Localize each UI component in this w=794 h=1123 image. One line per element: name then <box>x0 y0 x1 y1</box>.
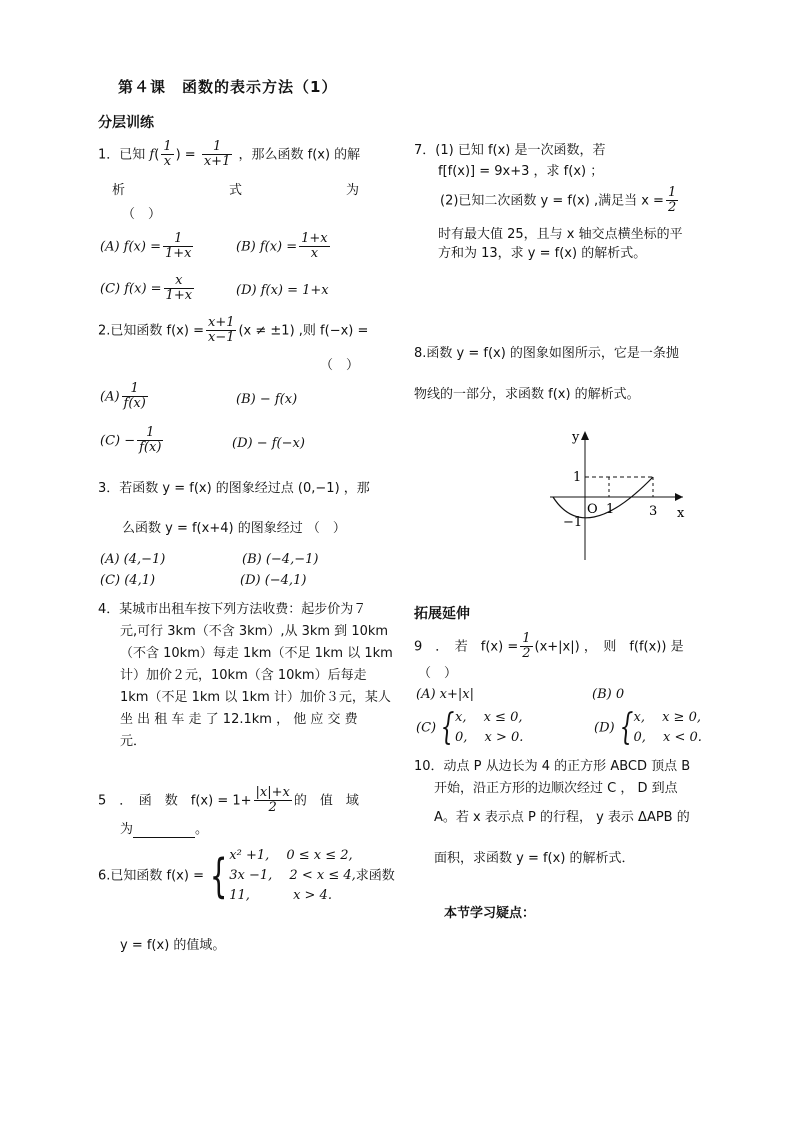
q10-line2: 开始，沿正方形的边顺次经过 C ， D 到点 <box>434 781 678 796</box>
q3-line2: 么函数 y = f(x+4) 的图象经过 （ ） <box>122 521 346 536</box>
q3-option-b: (B) (−4,−1) <box>242 552 319 567</box>
section-heading-practice: 分层训练 <box>98 115 154 131</box>
q1-rhs-fraction: $\frac{1}{x+1}$ <box>203 139 231 170</box>
y-axis-arrow-icon <box>581 431 589 440</box>
question-6: 6.已知函数 f(x) = { x² +1, 0 ≤ x ≤ 2, 3x −1, 2 < x ≤ 4, 11, x > 4. 求函数 <box>98 848 395 904</box>
parabola-graph <box>545 425 690 565</box>
q7-line2: f[f(x)] = 9x+3 ，求 f(x) ； <box>438 164 604 179</box>
origin-label: O <box>587 502 598 517</box>
q3-option-c: (C) (4,1) <box>100 573 156 588</box>
q9-option-c: (C) { x, x ≤ 0, 0, x > 0. <box>416 707 524 749</box>
question-5: 5 ． 函 数 f(x) = 1+ $\frac{|x|+x}{2}$ 的 值 域 <box>98 785 359 816</box>
q10-line3: A。若 x 表示点 P 的行程， y 表示 ΔAPB 的 <box>434 810 690 825</box>
tick-label-x3: 3 <box>649 504 658 519</box>
q5-answer-blank[interactable] <box>133 824 195 838</box>
q1-option-c: (C) f(x) = $\frac{x}{1+x}$ <box>100 273 193 304</box>
q1-fn: f <box>149 147 155 163</box>
q9-answer-paren: （ ） <box>418 666 458 681</box>
q3-line1: 3．若函数 y = f(x) 的图象经过点 (0,−1) ，那 <box>98 481 370 496</box>
q7-line3: (2)已知二次函数 y = f(x) ,满足当 x = $\frac{1}{2}$ <box>440 185 677 216</box>
q5-line2: 为 。 <box>120 822 209 837</box>
q8-line2: 物线的一部分，求函数 f(x) 的解析式。 <box>414 387 640 402</box>
x-axis-label: x <box>677 506 685 521</box>
q2-option-c: (C) − $\frac{1}{f(x)}$ <box>100 425 162 456</box>
q1-option-a: (A) f(x) = $\frac{1}{1+x}$ <box>100 231 192 262</box>
q1-option-b: (B) f(x) = $\frac{1+x}{x}$ <box>236 231 328 262</box>
q2-option-a: (A) $\frac{1}{f(x)}$ <box>100 381 146 412</box>
tick-label-y1: 1 <box>573 470 582 485</box>
q2-option-d: (D) − f(−x) <box>232 436 305 451</box>
question-2: 2.已知函数 f(x) = $\frac{x+1}{x-1}$ (x ≠ ±1) ,则 f(−x) = <box>98 315 369 346</box>
y-axis-label: y <box>572 430 580 445</box>
q1-option-d: (D) f(x) = 1+x <box>236 283 329 298</box>
q3-option-d: (D) (−4,1) <box>240 573 307 588</box>
question-4: 4．某城市出租车按下列方法收费：起步价为７ 元,可行 3km（不含 3km）,从 3km 到 10km （不含 10km）每走 1km（不足 1km 以 1km 计）加价２元，10km（含 10km）后每走 1km（不足 1km 以 1km 计）加价３元，某人 坐 出 租 车 走 了 12.1km ， 他 应 交 费 元． <box>98 602 393 749</box>
question-1: 1．已知 f( $\frac{1}{x}$ ) = $\frac{1}{x+1}$ ，那么函数 f(x) 的解 <box>98 139 361 170</box>
section-heading-extension: 拓展延伸 <box>414 606 470 622</box>
tick-label-ym1: −1 <box>563 515 583 530</box>
q9-option-d: (D) { x, x ≥ 0, 0, x < 0. <box>594 707 702 749</box>
q7-line1: 7．(1) 已知 f(x) 是一次函数，若 <box>414 143 606 158</box>
x-axis-arrow-icon <box>675 493 683 501</box>
tick-label-x1: 1 <box>606 502 615 517</box>
q10-line1: 10．动点 P 从边长为 4 的正方形 ABCD 顶点 B <box>414 759 691 774</box>
study-questions-label: 本节学习疑点： <box>444 906 536 921</box>
q8-line1: 8.函数 y = f(x) 的图象如图所示，它是一条抛 <box>414 346 679 361</box>
q1-tail: ，那么函数 f(x) 的解 <box>238 147 361 163</box>
q7-line4: 时有最大值 25，且与 x 轴交点横坐标的平 <box>438 227 683 242</box>
q1-stem: 1．已知 <box>98 147 146 163</box>
q9-option-b: (B) 0 <box>592 687 625 702</box>
q2-answer-paren: （ ） <box>320 358 360 373</box>
q9-option-a: (A) x+|x| <box>416 687 474 702</box>
page-title: 第４课 函数的表示方法（1） <box>118 78 338 96</box>
q6-line2: y = f(x) 的值域。 <box>120 938 226 953</box>
q1-arg-fraction: $\frac{1}{x}$ <box>163 139 172 170</box>
q1-line2: 析 式 为 <box>112 183 360 198</box>
q2-option-b: (B) − f(x) <box>236 392 298 407</box>
q10-line4: 面积，求函数 y = f(x) 的解析式． <box>434 851 635 866</box>
q1-answer-paren: （ ） <box>122 207 162 222</box>
q3-option-a: (A) (4,−1) <box>100 552 166 567</box>
question-9: 9 ． 若 f(x) = $\frac{1}{2}$ (x+|x|) ， 则 f(f(x)) 是 <box>414 631 684 662</box>
q7-line5: 方和为 13，求 y = f(x) 的解析式。 <box>438 246 647 261</box>
